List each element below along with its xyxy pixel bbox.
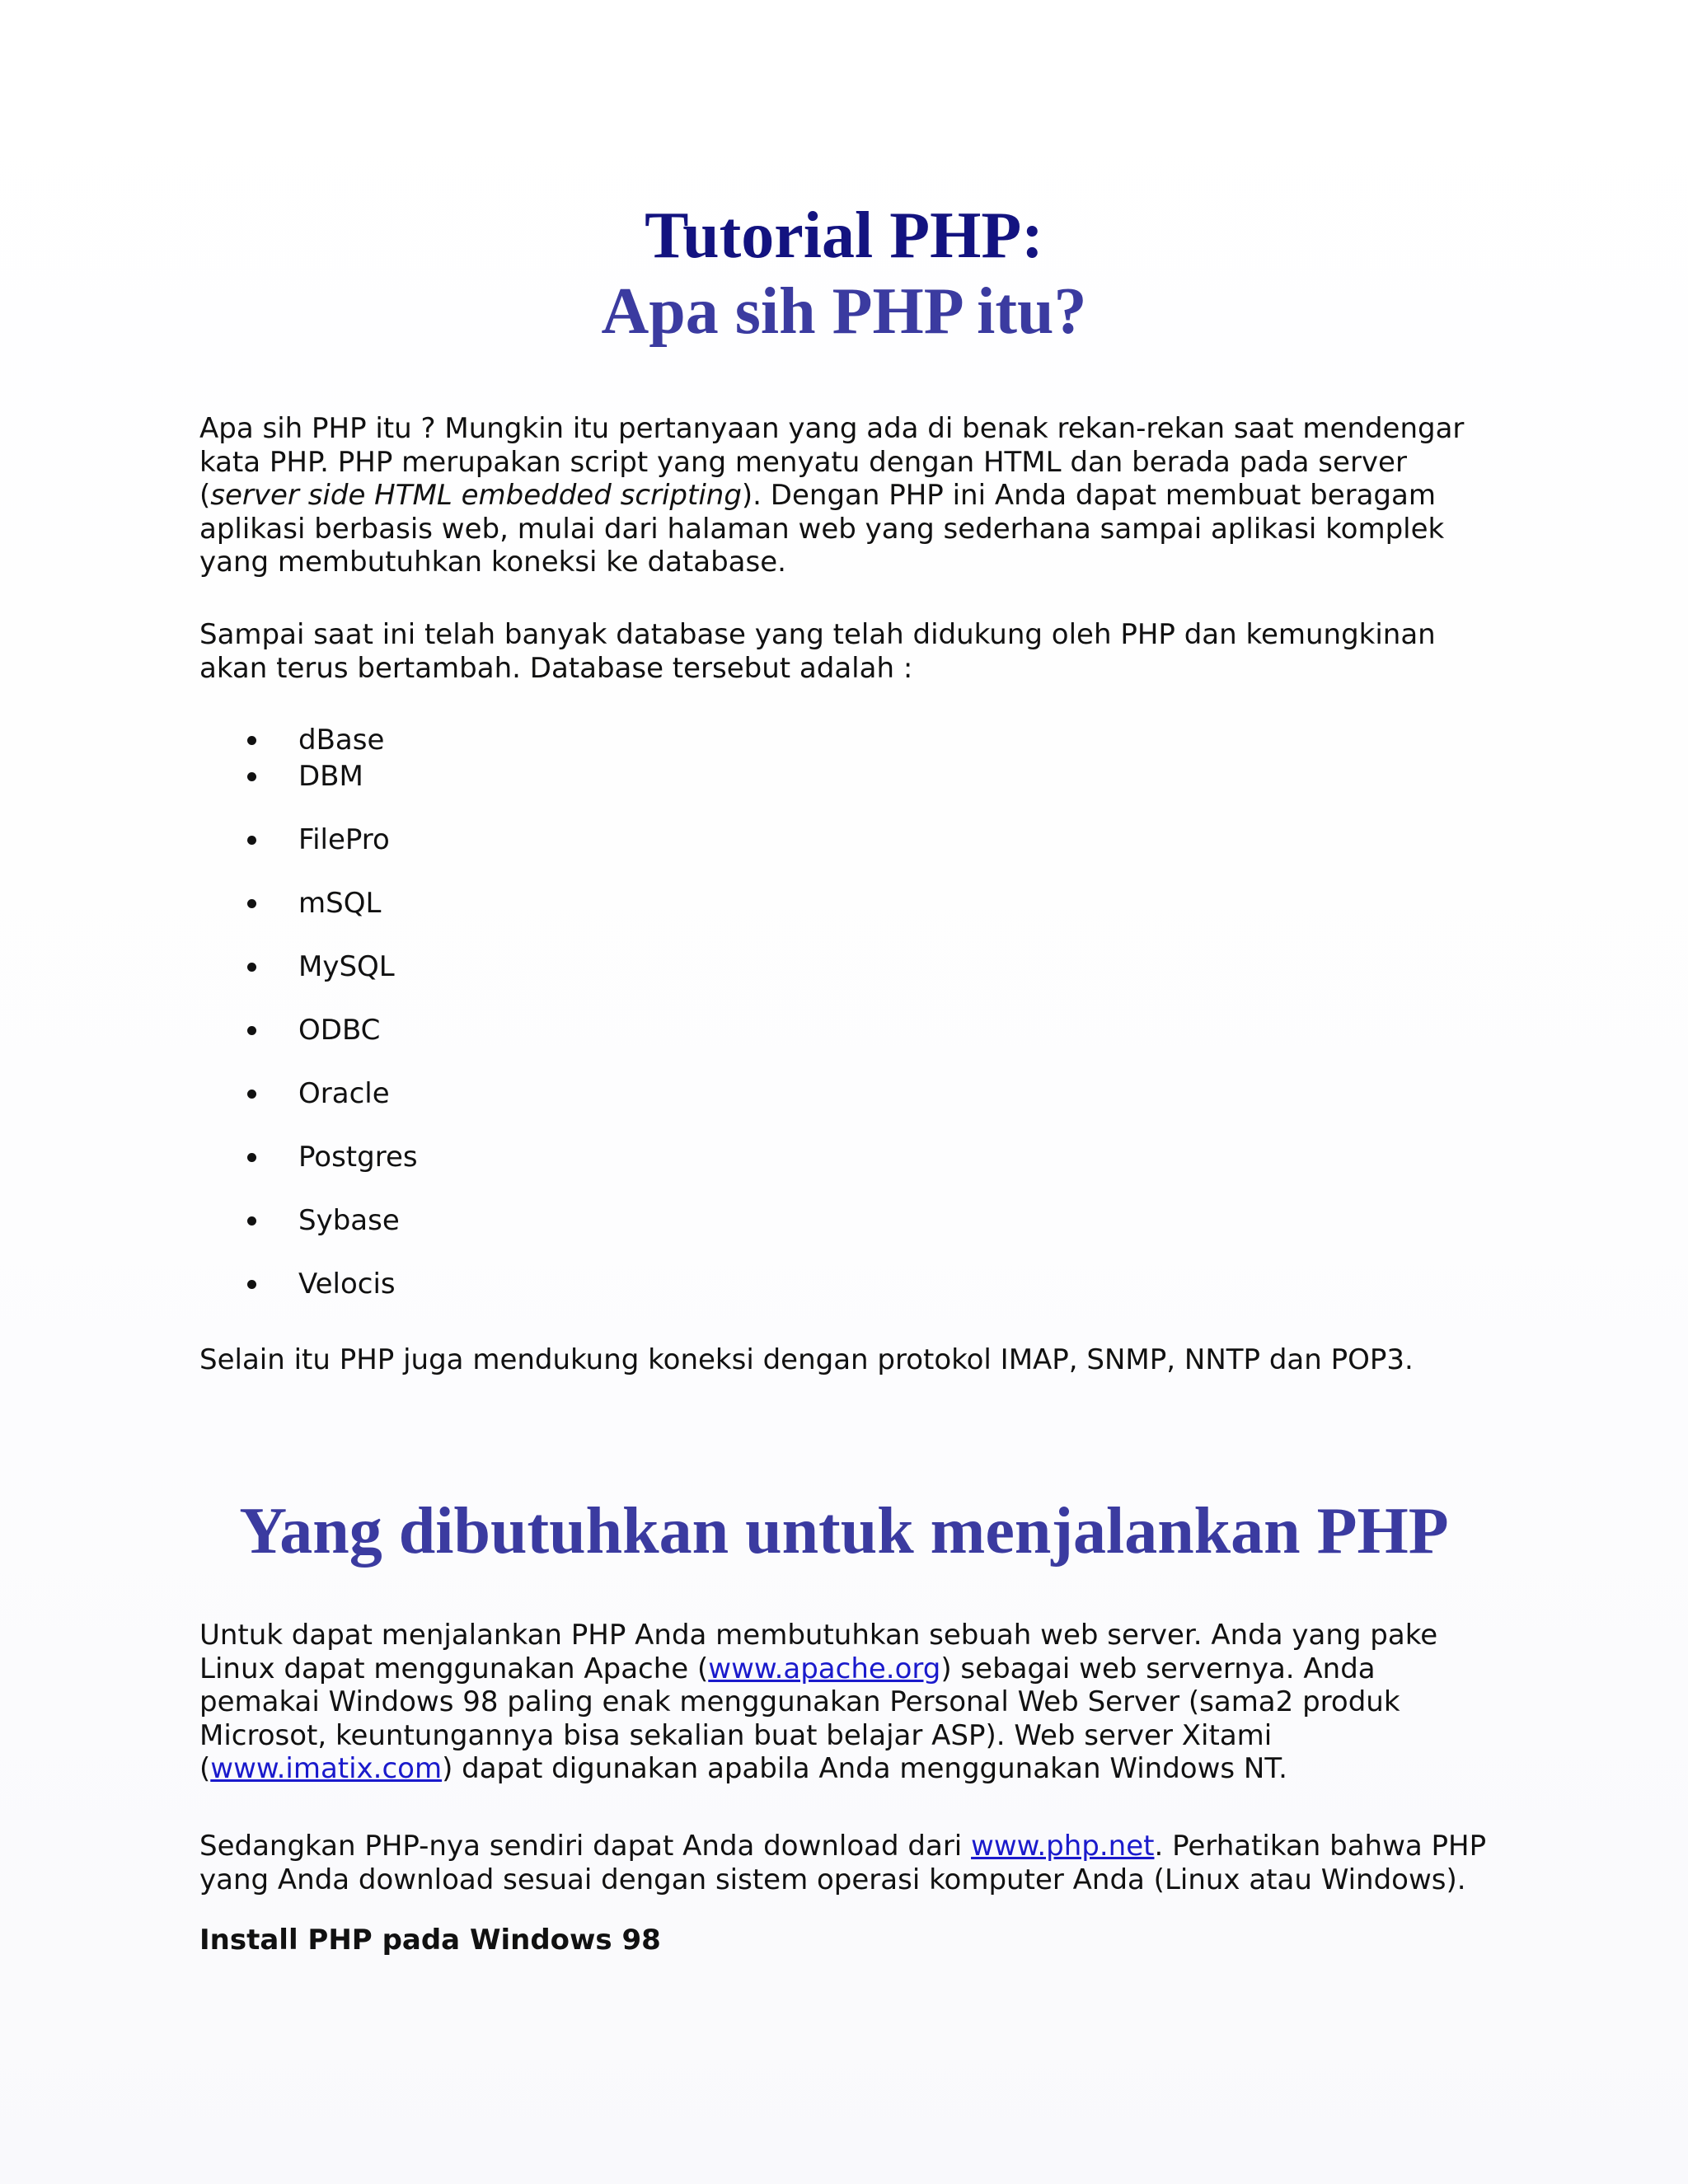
databases-intro-paragraph: Sampai saat ini telah banyak database yang telah didukung oleh PHP dan kemungkinan akan terus bertambah. Database tersebut adalah : <box>199 618 1436 685</box>
database-list <box>199 724 418 1301</box>
list-item <box>199 760 418 793</box>
install-subheading: Install PHP pada Windows 98 <box>199 1924 661 1957</box>
list-item <box>199 887 418 920</box>
list-item-label: Postgres <box>298 1141 418 1174</box>
bullet-icon <box>247 1153 256 1162</box>
web-server-text-2: ) sebagai web servernya. Anda pemakai Windows 98 paling enak menggunakan Personal Web Server (sama2 produk Microsot, keuntungannya bisa sekalian buat belajar ASP). Web server Xitami ( <box>199 1652 1400 1785</box>
list-item <box>199 950 418 983</box>
web-server-text-3: ) dapat digunakan apabila Anda menggunakan Windows NT. <box>442 1752 1287 1785</box>
web-server-paragraph <box>199 1619 1502 1786</box>
apache-link[interactable]: www.apache.org <box>708 1652 941 1685</box>
bullet-icon <box>247 1026 256 1035</box>
list-item-label: DBM <box>298 760 363 793</box>
web-server-text-1: Untuk dapat menjalankan PHP Anda membutuhkan sebuah web server. Anda yang pake Linux dapat menggunakan Apache ( <box>199 1619 1438 1685</box>
intro-emphasis: server side HTML embedded scripting <box>210 479 742 512</box>
list-item-label: Oracle <box>298 1077 390 1110</box>
download-text-1: Sedangkan PHP-nya sendiri dapat Anda download dari <box>199 1830 972 1863</box>
list-item-label: MySQL <box>298 950 395 983</box>
list-item <box>199 1077 418 1110</box>
list-item <box>199 823 418 856</box>
list-item-label: dBase <box>298 724 385 757</box>
bullet-icon <box>247 1090 256 1099</box>
list-item <box>199 724 418 757</box>
bullet-icon <box>247 836 256 845</box>
page-title: Tutorial PHP: <box>645 199 1043 272</box>
section-heading: Yang dibutuhkan untuk menjalankan PHP <box>239 1495 1449 1568</box>
imatix-link[interactable]: www.imatix.com <box>210 1752 443 1785</box>
list-item <box>199 1014 418 1047</box>
list-item <box>199 1204 418 1237</box>
bullet-icon <box>247 1216 256 1226</box>
download-text-2: . Perhatikan bahwa PHP yang Anda download sesuai dengan sistem operasi komputer Anda (Linux atau Windows). <box>199 1830 1487 1896</box>
list-item <box>199 1141 418 1174</box>
list-item-label: Velocis <box>298 1268 396 1301</box>
title-block <box>0 198 1688 349</box>
page-subtitle: Apa sih PHP itu? <box>601 275 1087 348</box>
bullet-icon <box>247 963 256 972</box>
php-net-link[interactable]: www.php.net <box>971 1830 1155 1863</box>
intro-paragraph <box>199 412 1502 579</box>
list-item <box>199 1268 418 1301</box>
bullet-icon <box>247 736 256 745</box>
bullet-icon <box>247 772 256 781</box>
list-item-label: FilePro <box>298 823 390 856</box>
list-item-label: mSQL <box>298 887 382 920</box>
download-paragraph <box>199 1830 1502 1896</box>
bullet-icon <box>247 899 256 908</box>
bullet-icon <box>247 1280 256 1289</box>
protocols-paragraph: Selain itu PHP juga mendukung koneksi dengan protokol IMAP, SNMP, NNTP dan POP3. <box>199 1343 1414 1376</box>
intro-text-end: ). Dengan PHP ini Anda dapat membuat beragam aplikasi berbasis web, mulai dari halaman web yang sederhana sampai aplikasi komplek yang membutuhkan koneksi ke database. <box>199 479 1445 579</box>
list-item-label: ODBC <box>298 1014 381 1047</box>
list-item-label: Sybase <box>298 1204 400 1237</box>
intro-text-start: Apa sih PHP itu ? Mungkin itu pertanyaan yang ada di benak rekan-rekan saat mendengar kata PHP. PHP merupakan script yang menyatu dengan HTML dan berada pada server ( <box>199 412 1465 512</box>
